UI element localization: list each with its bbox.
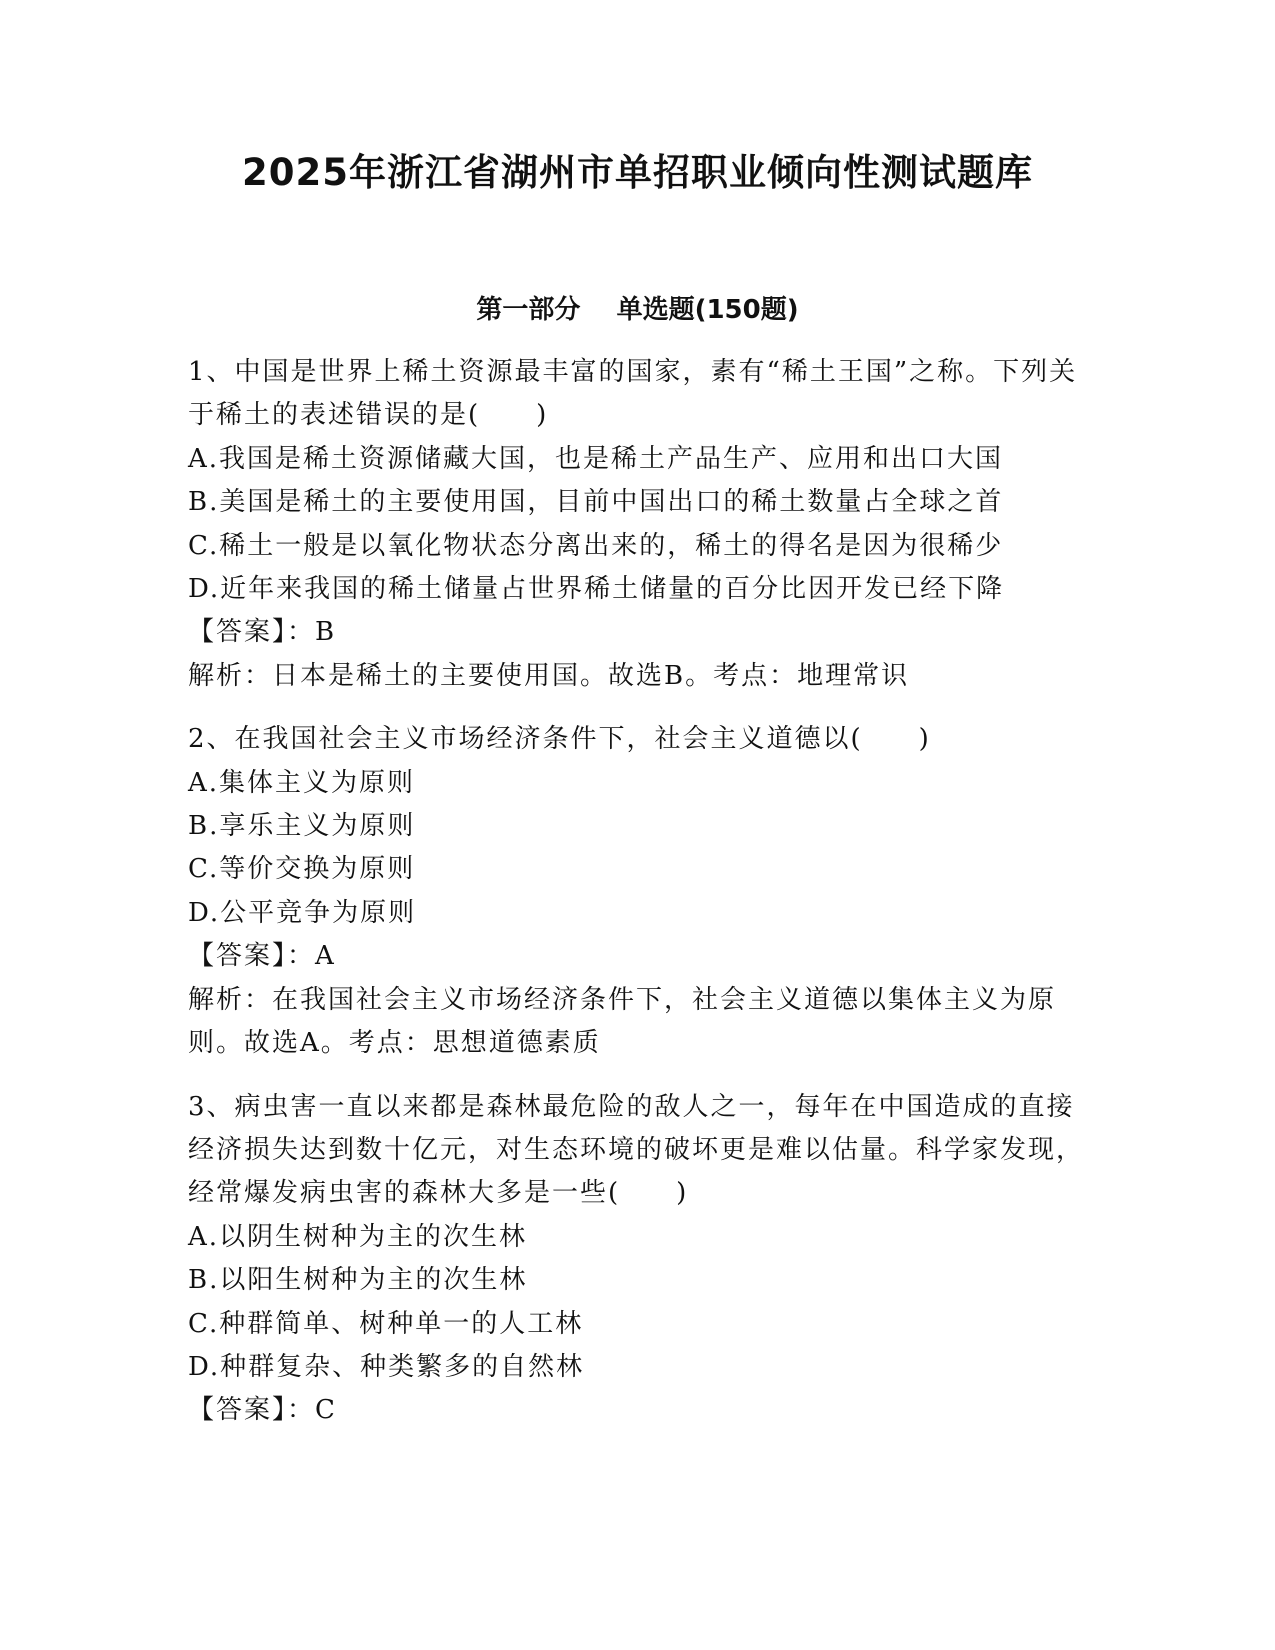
option-a: A.我国是稀土资源储藏大国，也是稀土产品生产、应用和出口大国	[188, 443, 1004, 474]
question-list	[188, 351, 1088, 1453]
analysis-text: 解析：在我国社会主义市场经济条件下，社会主义道德以集体主义为原则。故选A。考点：思想道德素质	[188, 984, 1057, 1059]
option-a: A.集体主义为原则	[188, 767, 416, 798]
section-title: 第一部分 单选题(150题)	[476, 295, 799, 325]
option-b: B.美国是稀土的主要使用国，目前中国出口的稀土数量占全球之首	[188, 487, 1004, 518]
option-c: C.种群简单、树种单一的人工林	[188, 1308, 584, 1339]
option-b: B.以阳生树种为主的次生林	[188, 1265, 528, 1296]
question-stem: 2、在我国社会主义市场经济条件下，社会主义道德以( )	[188, 724, 931, 755]
question-stem: 1、中国是世界上稀土资源最丰富的国家，素有“稀土王国”之称。下列关于稀土的表述错误的是( )	[188, 357, 1078, 431]
question-1	[188, 351, 1088, 698]
question-3	[188, 1086, 1088, 1433]
answer-line: 【答案】：C	[188, 1395, 337, 1426]
option-c: C.稀土一般是以氧化物状态分离出来的，稀土的得名是因为很稀少	[188, 530, 1004, 561]
answer-line: 【答案】：B	[188, 617, 337, 648]
analysis-text: 解析：日本是稀土的主要使用国。故选B。考点：地理常识	[188, 660, 910, 691]
question-stem: 3、病虫害一直以来都是森林最危险的敌人之一，每年在中国造成的直接经济损失达到数十亿元，对生态环境的破坏更是难以估量。科学家发现，经常爆发病虫害的森林大多是一些( )	[188, 1091, 1085, 1209]
option-d: D.公平竞争为原则	[188, 897, 417, 928]
option-c: C.等价交换为原则	[188, 854, 416, 885]
question-2	[188, 718, 1088, 1065]
option-d: D.近年来我国的稀土储量占世界稀土储量的百分比因开发已经下降	[188, 574, 1005, 605]
answer-line: 【答案】：A	[188, 941, 336, 972]
option-d: D.种群复杂、种类繁多的自然林	[188, 1351, 585, 1382]
option-a: A.以阴生树种为主的次生林	[188, 1221, 528, 1252]
document-title: 2025年浙江省湖州市单招职业倾向性测试题库	[242, 151, 1033, 194]
option-b: B.享乐主义为原则	[188, 811, 416, 842]
